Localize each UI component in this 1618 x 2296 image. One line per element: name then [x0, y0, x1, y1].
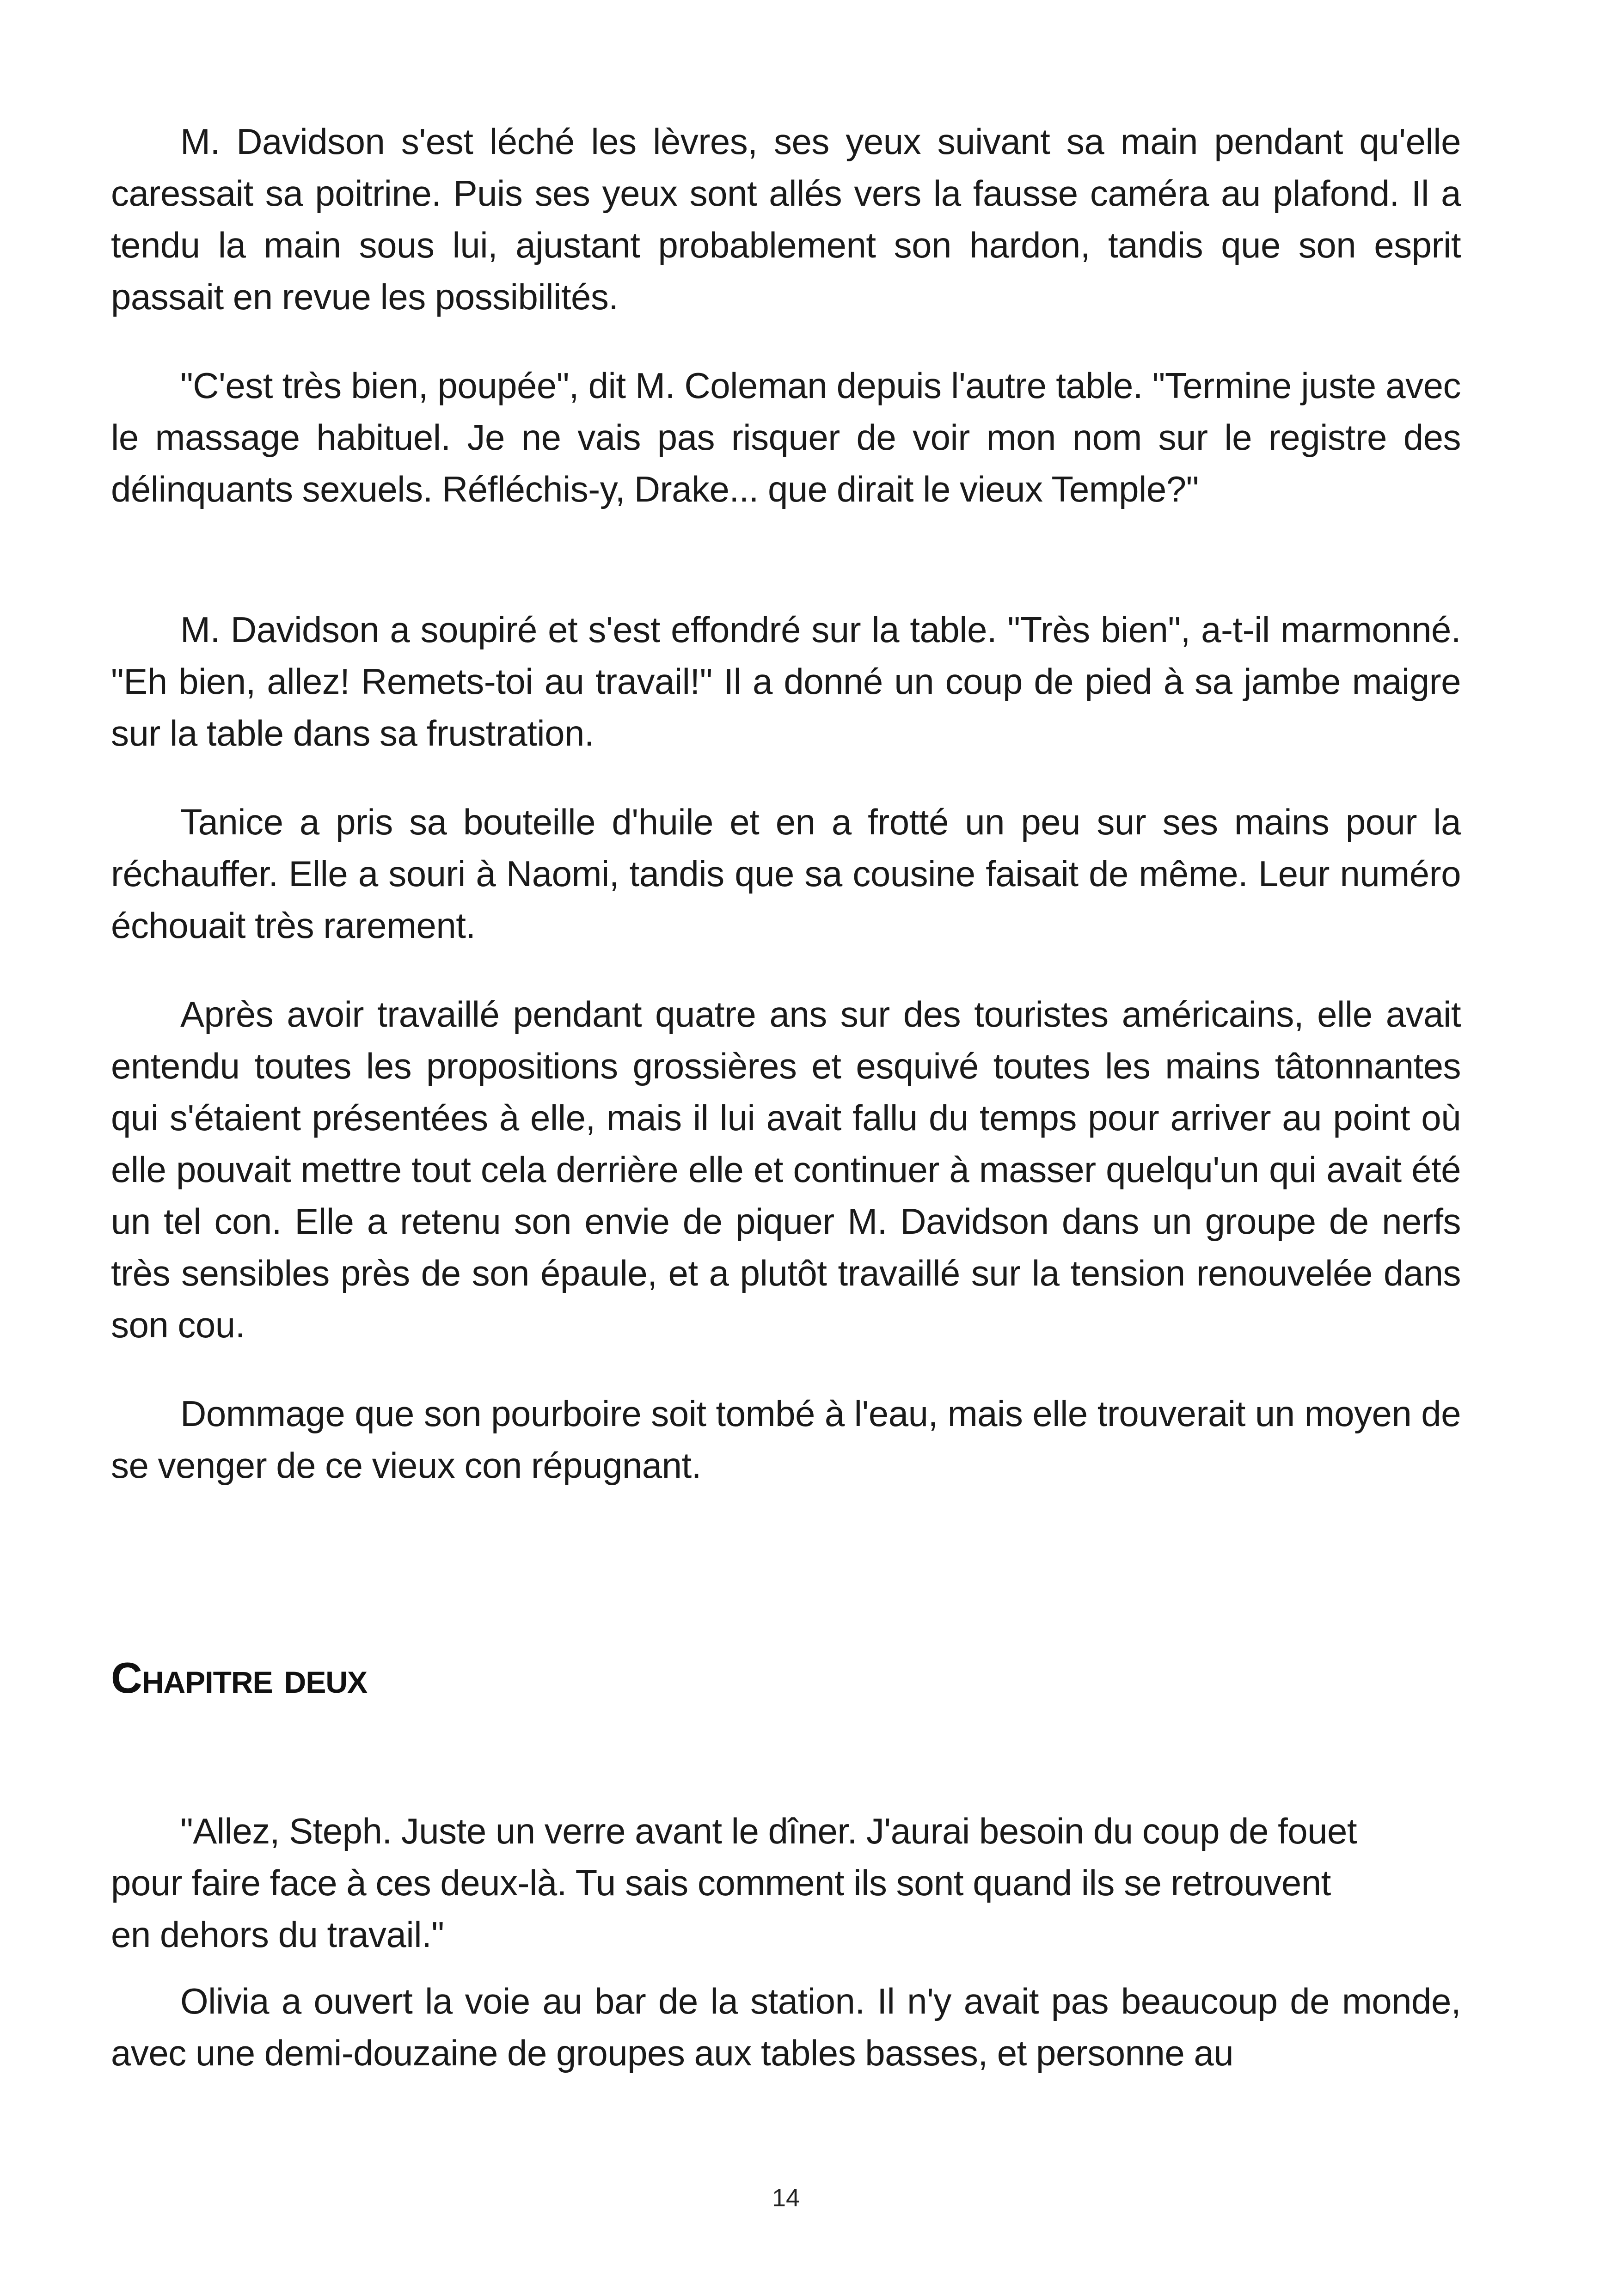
paragraph-4: Tanice a pris sa bouteille d'huile et en a frotté un peu sur ses mains pour la réchauffer. Elle a souri à Naomi, tandis que sa cousine faisait de même. Leur numéro échouait très rarement.: [111, 802, 1461, 946]
paragraph-3: M. Davidson a soupiré et s'est effondré sur la table. "Très bien", a-t-il marmonné. "Eh bien, allez! Remets-toi au travail!" Il a donné un coup de pied à sa jambe maigre sur la table dans sa frustration.: [111, 609, 1461, 753]
book-page: [111, 0, 1461, 2296]
paragraph-8: Olivia a ouvert la voie au bar de la station. Il n'y avait pas beaucoup de monde, avec une demi-douzaine de groupes aux tables basses, et personne au: [111, 1981, 1461, 2073]
paragraph-6: Dommage que son pourboire soit tombé à l'eau, mais elle trouverait un moyen de se venger de ce vieux con répugnant.: [111, 1393, 1461, 1486]
paragraph-7: "Allez, Steph. Juste un verre avant le dîner. J'aurai besoin du coup de fouet pour faire face à ces deux-là. Tu sais comment ils sont quand ils se retrouvent en dehors du travail.": [111, 1811, 1357, 1955]
page-number: 14: [772, 2184, 800, 2212]
paragraph-2: "C'est très bien, poupée", dit M. Coleman depuis l'autre table. "Termine juste avec le massage habituel. Je ne vais pas risquer de voir mon nom sur le registre des délinquants sexuels. Réfléchis-y, Drake... que dirait le vieux Temple?": [111, 365, 1461, 509]
chapter-title: Chapitre deux: [111, 1653, 368, 1702]
paragraph-1: M. Davidson s'est léché les lèvres, ses yeux suivant sa main pendant qu'elle caressait sa poitrine. Puis ses yeux sont allés vers la fausse caméra au plafond. Il a tendu la main sous lui, ajustant probablement son hardon, tandis que son esprit passait en revue les possibilités.: [111, 121, 1461, 317]
paragraph-5: Après avoir travaillé pendant quatre ans sur des touristes américains, elle avait entendu toutes les propositions grossières et esquivé toutes les mains tâtonnantes qui s'étaient présentées à elle, mais il lui avait fallu du temps pour arriver au point où elle pouvait mettre tout cela derrière elle et continuer à masser quelqu'un qui avait été un tel con. Elle a retenu son envie de piquer M. Davidson dans un groupe de nerfs très sensibles près de son épaule, et a plutôt travaillé sur la tension renouvelée dans son cou.: [111, 994, 1461, 1345]
